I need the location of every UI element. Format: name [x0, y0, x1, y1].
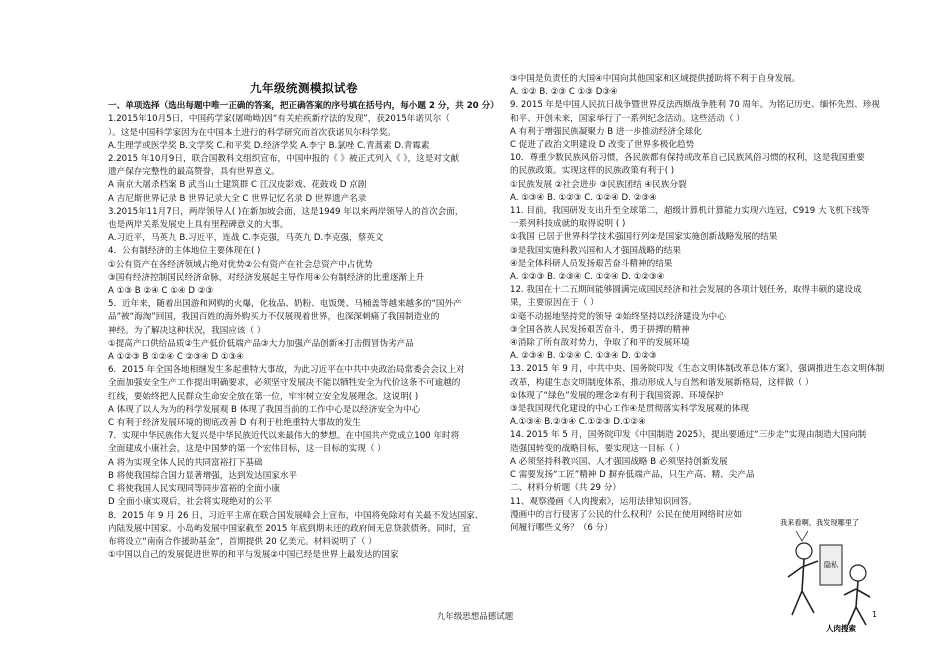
- question-line: 布将设立“南南合作援助基金”，首期提供 20 亿美元。材料说明了（ ）: [108, 536, 377, 547]
- question-line: ④是全体科研人员发扬艰苦奋斗精神的结果: [510, 258, 673, 269]
- question-line: 11、观察漫画《人肉搜索》，运用法律知识回答。: [510, 496, 698, 507]
- question-line: 和平、开创未来，国家举行了一系列纪念活动。这些活动（ ）: [510, 113, 745, 124]
- page-footer: 九年级思想品德试题: [436, 612, 514, 622]
- question-line: A ①③ B ②④ C ①④ D ②③: [108, 286, 214, 297]
- question-line: A.①③④ B.②③④ C.①②③ D.①②④: [510, 417, 646, 428]
- figure-body: [788, 559, 818, 615]
- question-line: 漫画中的言行侵害了公民的什么权利？公民在使用网络时应如: [510, 509, 743, 520]
- figure2-head: [850, 565, 866, 581]
- question-line: ①提高产口供给品质②生产低价低端产品③大力加强产品创新④打击假冒伪劣产品: [108, 338, 414, 349]
- question-line: 12. 我国在十二五期间能够圆满完成国民经济和社会发展的各项计划任务，取得丰硕的建设成: [510, 285, 862, 296]
- question-line: 7．实现中华民族伟大复兴是中华民族近代以来最伟大的梦想。在中国共产党成立100 年时将: [108, 431, 460, 442]
- question-line: ①我国 已居于世界科学技术强国行列②是国家实施创新战略发展的结果: [510, 232, 778, 243]
- question-line: ①体现了“绿色”发展的理念②有利于我国资源、环境保护: [510, 390, 724, 401]
- question-line: 全面建成小康社会，这是中国梦的第一个宏伟目标，这一目标的实现（ ）: [108, 444, 386, 455]
- page-number: 1: [872, 610, 878, 619]
- question-line: ③中国是负责任的大国④中国向其他国家和区域提供援助将不利于自身发展。: [510, 74, 801, 84]
- question-line: C 需要发扬“工匠”精神 D 摒弃低端产品，只生产高、精、尖产品: [510, 470, 755, 481]
- cartoon-caption: 人肉搜索: [826, 624, 856, 633]
- question-line: A. ①② B. ②③ C ①③ D③④: [510, 87, 618, 98]
- question-line: 全面加强安全生产工作提出明确要求，必须坚守发展决不能以牺牲安全为代价这条不可逾越的: [108, 378, 461, 389]
- question-line: 9. 2015 年是中国人民抗日战争暨世界反法西斯战争胜利 70 周年。为铭记历史、缅怀先烈、珍视: [510, 100, 880, 111]
- question-line: 改革，构建生态文明制度体系，推动形成人与自然和谐发展新格局，这样做（ ）: [510, 377, 814, 388]
- speech-pointer: [796, 531, 808, 541]
- question-line: 品”被“海淘”回国，我国百姓的海外购买力不仅展现着世界，也深深刺痛了我国制造业的: [108, 312, 440, 323]
- question-line: C 有利于经济发展环境的彻底改善 D 有利于杜绝重特大事故的发生: [108, 418, 361, 429]
- question-line: 造强国转变的战略目标，要实现这一目标（ ）: [510, 443, 685, 454]
- section-1-heading: 一、单项选择（选出每题中唯一正确的答案，把正确答案的序号填在括号内，每小题 2 分，共 20 分）: [108, 101, 499, 112]
- question-line: A 有利于增强民族凝聚力 B 进一步推动经济全球化: [510, 126, 702, 137]
- question-line: A 南京大屠杀档案 B 武当山士建筑群 C 江汉皮影戏、花鼓戏 D 京剧: [108, 180, 367, 191]
- right-question-list: [510, 73, 886, 535]
- question-line: 13. 2015 年 9 月，中共中央、国务院印发《生态文明体制改革总体方案》，强调推进生态文明体制: [510, 364, 885, 375]
- question-line: ③是我国现代化建设的中心工作④是贯彻落实科学发展观的体现: [510, 404, 749, 415]
- question-line: A. ①②③ B. ②③④ C. ①②④ D. ①②③④: [510, 272, 665, 283]
- question-line: 11. 目前，我国研发支出升至全球第二，超级计算机计算能力实现六连冠，C919 大飞机下线等: [510, 206, 870, 217]
- question-line: 何履行哪些义务？（6 分）: [510, 522, 613, 533]
- question-line: 5．近年来，随着出国游和网购的火爆，化妆品、奶粉、电饭煲、马桶盖等越来越多的“国外产: [108, 299, 462, 310]
- figure-head: [796, 543, 812, 559]
- question-line: ①民族发展 ②社会进步 ③民族团结 ④民族分裂: [510, 179, 687, 190]
- question-line: 二、材料分析题（共 29 分）: [510, 483, 621, 494]
- question-line: 14. 2015 年 5 月，国务院印发《中国制造 2025》，提出要通过“三步走”实现由制造大国向制: [510, 430, 867, 441]
- question-line: 红线，要始终把人民群众生命安全放在第一位，牢牢树立安全发展理念。这说明( ): [108, 391, 419, 402]
- question-line: 也是两岸关系发展史上具有里程碑意义的大事。: [108, 220, 289, 231]
- question-line: 2.2015 年10月9日，联合国教科文组织宣布，中国申报的《 》被正式列入《 》，这是对文献: [108, 154, 460, 165]
- question-line: 的民族政策。实现这样的民族政策有利于( ): [510, 166, 675, 177]
- question-line: 遗产保存完整性的最高赞誉，具有世界意义。: [108, 167, 280, 178]
- question-line: 1.2015年10月5日，中国药学家(屠呦呦)因“有关疟疾新疗法的发现”，获2015年诺贝尔（: [108, 114, 450, 125]
- question-line: 果，主要原因在于（ ）: [510, 298, 599, 309]
- question-line: ①中国以自己的发展促进世界的和平与发展②中国已经是世界上最发达的国家: [108, 550, 399, 561]
- question-line: 一系列科技成就的取得说明 ( ): [510, 219, 626, 230]
- left-column: [108, 0, 500, 562]
- question-line: C 将使我国人民实现同等同步富裕的全面小康: [108, 484, 281, 495]
- question-line: A 必须坚持科教兴国、人才强国战略 B 必须坚持创新发展: [510, 456, 728, 467]
- question-line: A.生理学或医学奖 B.文学奖 C.和平奖 D.经济学奖 A.李宁 B.氯唑 C.青蒿素 D.青霉素: [108, 140, 430, 151]
- question-line: A ①②③ B ①②④ C ②③④ D ①③④: [108, 352, 244, 363]
- question-line: ①毫不动摇地坚持党的领导 ②始终坚持以经济建设为中心: [510, 311, 726, 322]
- question-line: B 将使我国综合国力显著增强，达到发达国家水平: [108, 470, 298, 481]
- door-sign: 隐私: [824, 561, 838, 569]
- question-line: 6．2015 年全国各地相继发生多起重特大事故，为此习近平在中共中央政治局常委会会议上对: [108, 365, 465, 376]
- question-line: ③国有经济控制国民经济命脉，对经济发展起主导作用④公有制经济的比重逐渐上升: [108, 272, 425, 283]
- question-line: ③是我国实施科教兴国和人才强国战略的结果: [510, 245, 681, 256]
- question-line: 3.2015年11月7日，两岸领导人( )在新加坡会面，这是1949 年以来两岸领导人的首次会面，: [108, 206, 464, 217]
- question-line: A 体现了以人为为的科学发展观 B 体现了我国当前的工作中心是以经济安全为中心: [108, 404, 421, 415]
- question-line: A. ②③④ B. ①②④ C. ①③④ D. ①②③: [510, 351, 657, 362]
- cartoon-speech: 我来看啊，我发现哪里了: [780, 518, 860, 527]
- question-line: D 全面小康实现后，社会将实现绝对的公平: [108, 497, 273, 508]
- question-line: 内陆发展中国家、小岛屿发展中国家截至 2015 年底到期未还的政府间无息贷款债务。同时，宣: [108, 523, 471, 534]
- question-line: A 吉尼斯世界记录 B 世界记录大全 C 世界记忆名录 D 世界遗产名录: [108, 193, 367, 204]
- question-line: C 促进了政治文明建设 D 改变了世界多极化趋势: [510, 140, 695, 151]
- question-line: ）。这是中国科学家因为在中国本土进行的科学研究而首次获诺贝尔科学奖。: [108, 127, 396, 138]
- question-line: 10．尊重少数民族风俗习惯，各民族都有保持或改革自己民族风俗习惯的权利，这是我国重要: [510, 153, 865, 164]
- left-question-list: [108, 113, 500, 562]
- question-line: 神经。为了解决这种状况，我国应该（ ）: [108, 325, 266, 336]
- question-line: 8．2015 年 9 月 26 日，习近平主席在联合国发展峰会上宣布，中国将免除对有关最不发达国家、: [108, 510, 484, 521]
- page-title: 九年级统测模拟试卷: [250, 81, 358, 95]
- question-line: A.习近平，马英九 B.习近平，连战 C.李克强，马英九 D.李克强，蔡英文: [108, 233, 384, 244]
- right-column: [510, 0, 886, 535]
- question-line: A. ①③④ B. ①②③ C. ①②④ D. ②③④: [510, 192, 657, 203]
- question-line: 4．公有制经济的主体地位主要体现在( ): [108, 246, 261, 257]
- question-line: ③全国各族人民发扬艰苦奋斗，勇于拼搏的精神: [510, 324, 690, 335]
- question-line: ①公有资产在各经济领域占绝对优势②公有资产在社会总资产中占优势: [108, 259, 373, 270]
- question-line: ④消除了所有敌对势力，争取了和平的发展环境: [510, 338, 690, 349]
- question-line: A 将为实现全体人民的共同富裕打下基础: [108, 457, 263, 468]
